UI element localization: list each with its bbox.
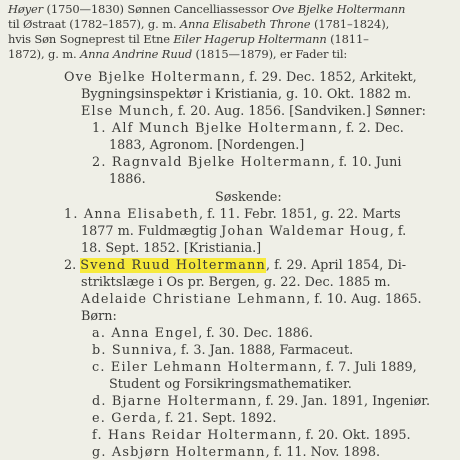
entry-text: , f. 7. Juli 1889, bbox=[317, 360, 417, 375]
intro-line-4 bbox=[8, 49, 347, 61]
intro-text: (1815—1879), er Fader til: bbox=[192, 47, 348, 61]
child-c-cont bbox=[109, 379, 352, 392]
intro-line-1 bbox=[8, 4, 405, 16]
person-name: Adelaide Christiane Lehmann bbox=[81, 292, 307, 307]
entry-text: , f. 10. Aug. 1865. bbox=[306, 292, 422, 307]
person-name: f. Hans Reidar Holtermann bbox=[92, 428, 298, 443]
person-name: Johan Waldemar Houg bbox=[221, 224, 390, 239]
intro-line-3 bbox=[8, 34, 369, 46]
entry-text: , f. 29. Dec. 1852, Arkitekt, bbox=[241, 70, 417, 85]
intro-name-ove: Ove Bjelke Holtermann bbox=[271, 2, 406, 16]
child-c bbox=[92, 362, 417, 375]
ove-child-1 bbox=[92, 123, 404, 136]
intro-text: til Østraat (1782–1857), g. m. bbox=[8, 17, 180, 31]
ove-child-2 bbox=[92, 157, 401, 170]
sibling-2-line-1 bbox=[64, 260, 406, 273]
intro-name-hoyer: Høyer bbox=[8, 2, 44, 16]
children-heading bbox=[81, 311, 117, 324]
ove-line-1 bbox=[64, 72, 417, 85]
intro-text: hvis Søn Sogneprest til Etne bbox=[8, 32, 174, 46]
child-d bbox=[92, 396, 430, 409]
entry-text: 2. bbox=[64, 258, 81, 273]
entry-text: , f. bbox=[389, 224, 407, 239]
sibling-2-line-3 bbox=[81, 294, 422, 307]
intro-name-anna: Anna Elisabeth Throne bbox=[179, 17, 311, 31]
entry-text: , f. 20. Okt. 1895. bbox=[297, 428, 411, 443]
person-name: 1. Alf Munch Bjelke Holtermann bbox=[92, 121, 338, 136]
entry-text: , f. 29. Jan. 1891, Ingeniør. bbox=[257, 394, 431, 409]
entry-text: , f. 11. Nov. 1898. bbox=[265, 445, 381, 460]
intro-name-eiler: Eiler Hagerup Holtermann bbox=[173, 32, 327, 46]
entry-text: Bygningsinspektør i Kristiania, g. 10. Okt. 1882 m. bbox=[81, 87, 412, 102]
intro-text: 1872), g. m. bbox=[8, 47, 81, 61]
entry-text: , f. 3. Jan. 1888, Farmaceut. bbox=[172, 343, 354, 358]
intro-text: (1811– bbox=[326, 32, 369, 46]
siblings-heading bbox=[215, 192, 282, 205]
child-b bbox=[92, 345, 353, 358]
child-g bbox=[92, 447, 380, 460]
ove-child-2-cont bbox=[109, 174, 146, 187]
person-name: 2. Ragnvald Bjelke Holtermann bbox=[92, 155, 331, 170]
section-heading: Børn: bbox=[81, 309, 117, 324]
entry-text: Student og Forsikringsmathematiker. bbox=[109, 377, 352, 392]
entry-text: , f. 2. Dec. bbox=[337, 121, 404, 136]
entry-text: 1886. bbox=[109, 172, 146, 187]
entry-text: striktslæge i Os pr. Bergen, g. 22. Dec. 1885 m. bbox=[81, 275, 391, 290]
entry-text: 18. Sept. 1852. [Kristiania.] bbox=[81, 241, 262, 256]
ove-line-3 bbox=[81, 106, 426, 119]
entry-text: , f. 10. Juni bbox=[330, 155, 402, 170]
person-name: Else Munch bbox=[81, 104, 170, 119]
person-name: b. Sunniva bbox=[92, 343, 173, 358]
intro-line-2 bbox=[8, 19, 389, 31]
person-name: d. Bjarne Holtermann bbox=[92, 394, 258, 409]
ove-child-1-cont bbox=[109, 140, 304, 153]
intro-text: (1781–1824), bbox=[310, 17, 390, 31]
entry-text: , f. 30. Dec. 1886. bbox=[198, 326, 313, 341]
section-heading: Søskende: bbox=[215, 190, 282, 205]
entry-text: , f. 11. Febr. 1851, g. 22. Marts bbox=[198, 207, 401, 222]
ove-line-2 bbox=[81, 89, 411, 102]
person-name: Ove Bjelke Holtermann bbox=[64, 70, 242, 85]
person-name: e. Gerda bbox=[92, 411, 158, 426]
entry-text: , f. 21. Sept. 1892. bbox=[157, 411, 277, 426]
child-e bbox=[92, 413, 276, 426]
person-name: g. Asbjørn Holtermann bbox=[92, 445, 266, 460]
intro-name-anna-andrine: Anna Andrine Ruud bbox=[80, 47, 193, 61]
entry-text: 1883, Agronom. [Nordengen.] bbox=[109, 138, 305, 153]
sibling-1-line-3 bbox=[81, 243, 261, 256]
child-f bbox=[92, 430, 411, 443]
entry-text: 1877 m. Fuldmægtig bbox=[81, 224, 222, 239]
highlighted-person-name: Svend Ruud Holtermann bbox=[80, 258, 266, 273]
person-name: a. Anna Engel bbox=[92, 326, 199, 341]
person-name: 1. Anna Elisabeth bbox=[64, 207, 199, 222]
entry-text: , f. 20. Aug. 1856. [Sandviken.] Sønner: bbox=[169, 104, 426, 119]
sibling-2-line-2 bbox=[81, 277, 391, 290]
person-name: c. Eiler Lehmann Holtermann bbox=[92, 360, 318, 375]
sibling-1-line-2 bbox=[81, 226, 406, 239]
sibling-1-line-1 bbox=[64, 209, 401, 222]
child-a bbox=[92, 328, 313, 341]
entry-text: , f. 29. April 1854, Di- bbox=[265, 258, 407, 273]
intro-text: (1750—1830) Sønnen Cancelliassessor bbox=[43, 2, 272, 16]
